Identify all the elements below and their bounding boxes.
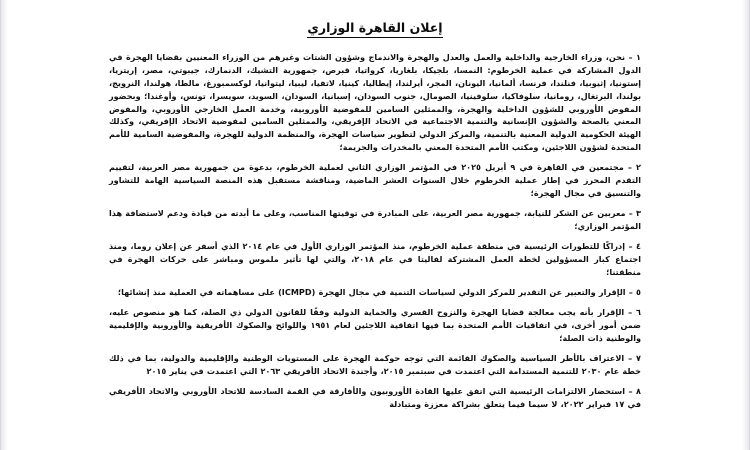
clause-list <box>109 51 641 410</box>
page-title <box>109 20 641 38</box>
page-title-text: إعلان القاهرة الوزاري <box>307 20 442 38</box>
clause-paragraph-6: ٦ – الإقرار بأنه يجب معالجة قضايا الهجرة والنزوح القسري والحماية الدولية وفقًا للقانون الدولي ذي الصلة، كما هو منصوص عليه، ضمن أمور أخرى، في اتفاقيات الأمم المتحدة بما فيها اتفاقية اللاجئين لعام ١٩٥١ واللوائح والصكوك الأفريقية والأوروبية والإقليمية والوطنية ذات الصلة؛ <box>109 307 641 343</box>
clause-paragraph-7: ٧ – الاعتراف بالأطر السياسية والصكوك القائمة التي توجه حوكمة الهجرة على المستويات الوطنية والإقليمية والدولية، بما في ذلك خطة عام ٢٠٣٠ للتنمية المستدامة التي اعتمدت في سبتمبر ٢٠١٥، وأجندة الاتحاد الأفريقي ٢٠٦٣ التي اعتمدت في يناير ٢٠١٥ <box>109 353 641 376</box>
clause-paragraph-1: ١ – نحن، وزراء الخارجية والداخلية والعمل والعدل والهجرة والاندماج وشؤون الشتات وغيرهم من الوزراء المعنيين بقضايا الهجرة في الدول المشاركة في عملية الخرطوم: النمسا، بلجيكا، بلغاريا، كرواتيا، قبرص، جمهورية التشيك، الدنمارك، جيبوتي، مصر، إريتريا، إستونيا، إثيوبيا، فنلندا، فرنسا، ألمانيا، اليونان، المجر، أيرلندا، إيطاليا، كينيا، لاتفيا، ليبيا، ليتوانيا، لوكسمبورغ، مالطا، هولندا، النرويج، بولندا، البرتغال، رومانيا، سلوفاكيا، سلوفينيا، الصومال، جنوب السودان، إسبانيا، السودان، السويد، سويسرا، تونس، وأوغندا؛ وبحضور المفوض الأوروبي للشؤون الداخلية والهجرة، والممثلين السامين للمفوضية الأوروبية، وخدمة العمل الخارجي الأوروبي، والمفوض المعني بالصحة والشؤون الإنسانية والتنمية الاجتماعية في الاتحاد الإفريقي، والممثلين السامين لمفوضية الاتحاد الإفريقي، وكذلك الهيئة الحكومية الدولية المعنية بالتنمية، والمركز الدولي لتطوير سياسات الهجرة، والمنظمة الدولية للهجرة، والمفوضية السامية للأمم المتحدة لشؤون اللاجئين، ومكتب الأمم المتحدة المعني بالمخدرات والجريمة؛ <box>109 52 641 152</box>
clause-paragraph-4: ٤ – إدراكًا للتطورات الرئيسية في منطقة عملية الخرطوم، منذ المؤتمر الوزاري الأول في عام ٢٠١٤ الذي أسفر عن إعلان روما، ومنذ اجتماع كبار المسؤولين لخطة العمل المشتركة لفاليتا في عام ٢٠١٨، والتي لها تأثير ملموس ومباشر على حركات الهجرة في منطقتنا؛ <box>109 241 641 277</box>
clause-paragraph-5: ٥ – الإقرار والتعبير عن التقدير للمركز الدولي لسياسات التنمية في مجال الهجرة (ICMPD) على مساهماته في العملية منذ إنشائها؛ <box>117 286 641 297</box>
clause-paragraph-2: ٢ – مجتمعين في القاهرة في ٩ أبريل ٢٠٢٥ في المؤتمر الوزاري الثاني لعملية الخرطوم، بدعوة من جمهورية مصر العربية، لتقييم التقدم المحرز في إطار عملية الخرطوم خلال السنوات العشر الماضية، ومناقشة مستقبل هذه المنصة السياسية الهامة للتشاور والتنسيق في مجال الهجرة؛ <box>109 162 641 198</box>
clause-paragraph-8: ٨ – استحضار الالتزامات الرئيسية التي اتفق عليها القادة الأوروبيون والأفارقة في القمة السادسة للاتحاد الأوروبي والاتحاد الأفريقي في ١٧ فبراير ٢٠٢٢، لا سيما فيما يتعلق بشراكة معززة ومتبادلة <box>109 386 641 409</box>
page-content-area <box>1 0 749 450</box>
clause-paragraph-3: ٣ – معربين عن الشكر للنيابة، جمهورية مصر العربية، على المبادرة في توقيتها المناسب، وعلى ما أبدته من قيادة ودعم لاستضافة هذا المؤتمر الوزاري؛ <box>109 207 641 231</box>
